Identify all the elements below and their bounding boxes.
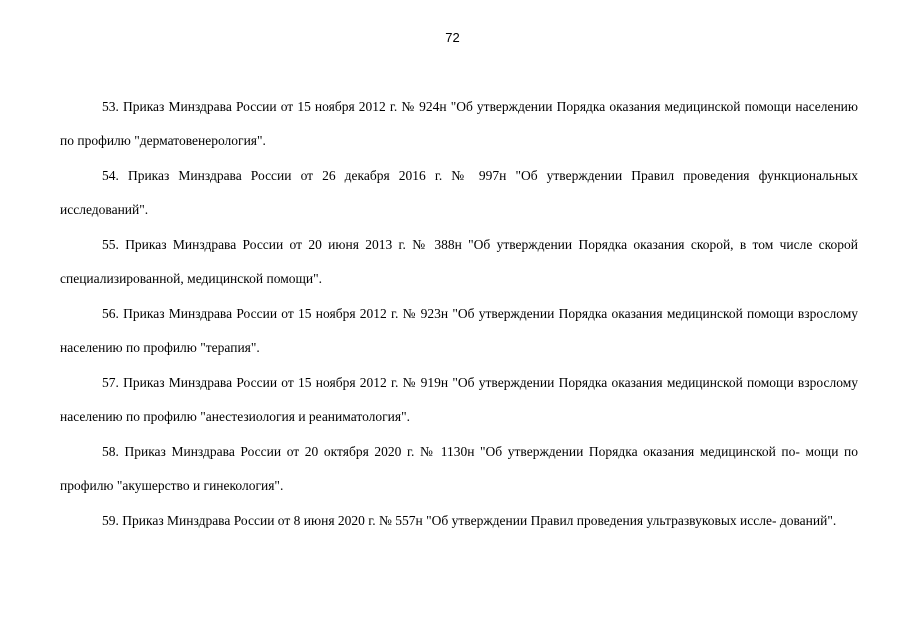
list-item: 59. Приказ Минздрава России от 8 июня 2020 г. № 557н "Об утверждении Правил проведения ультразвуковых иссле- дований". (102, 513, 837, 528)
list-item: 53. Приказ Минздрава России от 15 ноября 2012 г. № 924н "Об утверждении Порядка оказания медицинской помощи населению по профилю "дерматовенерология". (60, 99, 858, 148)
document-body (60, 90, 858, 539)
list-item: 57. Приказ Минздрава России от 15 ноября 2012 г. № 919н "Об утверждении Порядка оказания медицинской помощи взрослому населению по профилю "анестезиология и реаниматология". (60, 375, 858, 424)
page-number: 72 (445, 30, 460, 45)
list-item: 54. Приказ Минздрава России от 26 декабря 2016 г. № 997н "Об утверждении Правил проведения функциональных исследований". (60, 168, 858, 217)
list-item: 55. Приказ Минздрава России от 20 июня 2013 г. № 388н "Об утверждении Порядка оказания скорой, в том числе скорой специализированной, медицинской помощи". (60, 237, 858, 286)
list-item: 56. Приказ Минздрава России от 15 ноября 2012 г. № 923н "Об утверждении Порядка оказания медицинской помощи взрослому населению по профилю "терапия". (60, 306, 858, 355)
list-item: 58. Приказ Минздрава России от 20 октября 2020 г. № 1130н "Об утверждении Порядка оказания медицинской по- мощи по профилю "акушерство и гинекология". (60, 444, 858, 493)
